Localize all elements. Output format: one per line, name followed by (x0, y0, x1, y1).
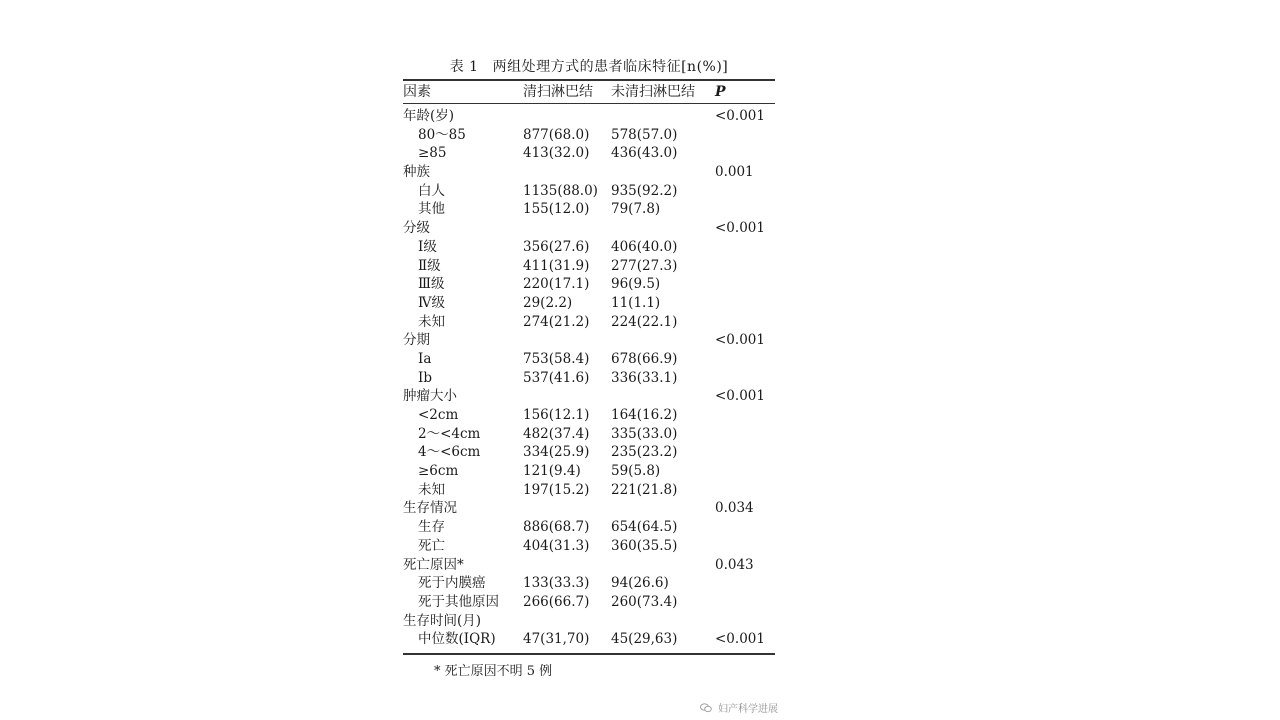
cell-factor: 生存时间(月) (403, 612, 482, 629)
cell-not-dissected: 96(9.5) (611, 276, 661, 293)
cell-not-dissected: 94(26.6) (611, 575, 669, 592)
cell-factor: 2～<4cm (418, 425, 481, 442)
cell-factor: ≥6cm (418, 463, 459, 480)
cell-factor: 死于内膜癌 (418, 575, 486, 592)
cell-factor: 生存 (418, 519, 445, 536)
cell-dissected: 29(2.2) (523, 294, 573, 311)
table-row-sub (403, 350, 775, 369)
cell-factor: <2cm (418, 407, 459, 423)
table-row-sub (403, 537, 775, 556)
cell-not-dissected: 406(40.0) (611, 238, 678, 255)
cell-dissected: 220(17.1) (523, 276, 590, 293)
cell-dissected: 334(25.9) (523, 444, 590, 461)
cell-not-dissected: 11(1.1) (611, 294, 661, 311)
cell-dissected: 156(12.1) (523, 407, 590, 423)
cell-factor: 4～<6cm (418, 444, 481, 461)
table-row-sub (403, 406, 775, 425)
table-row-sub (403, 630, 775, 649)
table-body (403, 107, 775, 649)
table-title (403, 56, 775, 76)
table-row-sub (403, 443, 775, 462)
wechat-icon (700, 703, 712, 713)
cell-dissected: 266(66.7) (523, 593, 590, 610)
cell-not-dissected: 277(27.3) (611, 257, 678, 274)
cell-p-value: <0.001 (715, 108, 765, 124)
table-row-sub (403, 144, 775, 163)
table-row-category (403, 219, 775, 238)
cell-not-dissected: 260(73.4) (611, 593, 678, 610)
cell-factor: 种族 (403, 164, 430, 181)
cell-dissected: 753(58.4) (523, 350, 590, 367)
table-row-sub (403, 481, 775, 500)
cell-factor: Ⅰa (418, 350, 432, 367)
cell-not-dissected: 164(16.2) (611, 407, 678, 423)
cell-not-dissected: 224(22.1) (611, 313, 678, 330)
table-row-category (403, 499, 775, 518)
table-row-sub (403, 574, 775, 593)
cell-factor: Ⅱ级 (418, 257, 441, 274)
cell-dissected: 886(68.7) (523, 519, 590, 536)
cell-not-dissected: 59(5.8) (611, 463, 661, 480)
table-caption: 两组处理方式的患者临床特征[n(%)] (492, 59, 729, 75)
cell-dissected: 877(68.0) (523, 126, 590, 143)
table-row-category (403, 331, 775, 350)
cell-factor: 死亡原因* (403, 556, 464, 573)
table-row-sub (403, 275, 775, 294)
table-row-sub (403, 518, 775, 537)
table-row-sub (403, 313, 775, 332)
cell-factor: 未知 (418, 313, 445, 330)
cell-dissected: 133(33.3) (523, 575, 590, 592)
table-row-sub (403, 126, 775, 145)
cell-not-dissected: 578(57.0) (611, 126, 678, 143)
cell-factor: Ⅳ级 (418, 294, 445, 311)
header-factor: 因素 (403, 84, 431, 100)
cell-factor: 肿瘤大小 (403, 388, 457, 405)
table-row-category (403, 387, 775, 406)
cell-not-dissected: 221(21.8) (611, 481, 678, 498)
table-row-category (403, 107, 775, 126)
table-row-sub (403, 257, 775, 276)
cell-factor: 死亡 (418, 537, 445, 554)
cell-not-dissected: 654(64.5) (611, 519, 678, 536)
cell-p-value: 0.034 (715, 500, 754, 517)
cell-p-value: <0.001 (715, 220, 765, 237)
table-row-sub (403, 462, 775, 481)
watermark (700, 700, 778, 715)
bottom-rule (403, 653, 775, 655)
cell-dissected: 121(9.4) (523, 463, 581, 480)
cell-dissected: 482(37.4) (523, 425, 590, 442)
cell-dissected: 47(31,70) (523, 631, 590, 648)
cell-dissected: 356(27.6) (523, 238, 590, 255)
cell-not-dissected: 235(23.2) (611, 444, 678, 461)
cell-dissected: 1135(88.0) (523, 182, 598, 199)
table-row-sub (403, 593, 775, 612)
cell-factor: 未知 (418, 481, 445, 498)
table-row-sub (403, 200, 775, 219)
cell-not-dissected: 336(33.1) (611, 369, 678, 386)
cell-not-dissected: 360(35.5) (611, 537, 678, 554)
cell-factor: Ⅰ级 (418, 238, 437, 255)
cell-not-dissected: 79(7.8) (611, 201, 661, 218)
table-row-sub (403, 182, 775, 201)
header-group-dissected: 清扫淋巴结 (523, 84, 593, 100)
cell-factor: ≥85 (418, 145, 447, 162)
table-row-category (403, 556, 775, 575)
cell-factor: 中位数(IQR) (418, 631, 496, 648)
header-rule (403, 103, 775, 104)
cell-not-dissected: 45(29,63) (611, 631, 678, 648)
table-header (403, 82, 775, 102)
cell-factor: 白人 (418, 182, 445, 199)
table-row-sub (403, 369, 775, 388)
cell-dissected: 197(15.2) (523, 481, 590, 498)
cell-p-value: <0.001 (715, 388, 765, 405)
cell-not-dissected: 678(66.9) (611, 350, 678, 367)
cell-dissected: 411(31.9) (523, 257, 590, 274)
watermark-text: 妇产科学进展 (718, 704, 778, 715)
cell-factor: 生存情况 (403, 500, 457, 517)
cell-factor: 其他 (418, 201, 445, 218)
cell-factor: Ⅰb (418, 369, 432, 386)
header-group-not-dissected: 未清扫淋巴结 (611, 84, 695, 100)
table-number: 表 1 (449, 59, 479, 75)
cell-p-value: 0.043 (715, 556, 754, 573)
cell-p-value: <0.001 (715, 631, 765, 648)
table-row-sub (403, 238, 775, 257)
cell-factor: 分级 (403, 220, 430, 237)
cell-factor: 分期 (403, 332, 430, 349)
cell-factor: 80～85 (418, 126, 466, 143)
cell-not-dissected: 436(43.0) (611, 145, 678, 162)
cell-p-value: <0.001 (715, 332, 765, 349)
cell-dissected: 155(12.0) (523, 201, 590, 218)
cell-factor: 死于其他原因 (418, 593, 499, 610)
cell-dissected: 413(32.0) (523, 145, 590, 162)
table-row-category (403, 612, 775, 631)
table-row-sub (403, 425, 775, 444)
table-footnote: * 死亡原因不明 5 例 (434, 664, 553, 679)
header-p-value: P (715, 84, 726, 100)
cell-dissected: 537(41.6) (523, 369, 590, 386)
cell-dissected: 404(31.3) (523, 537, 590, 554)
cell-factor: 年龄(岁) (403, 108, 455, 124)
top-rule (403, 79, 775, 81)
table-row-category (403, 163, 775, 182)
cell-dissected: 274(21.2) (523, 313, 590, 330)
cell-not-dissected: 935(92.2) (611, 182, 678, 199)
cell-p-value: 0.001 (715, 164, 754, 181)
cell-not-dissected: 335(33.0) (611, 425, 678, 442)
table-row-sub (403, 294, 775, 313)
cell-factor: Ⅲ级 (418, 276, 445, 293)
